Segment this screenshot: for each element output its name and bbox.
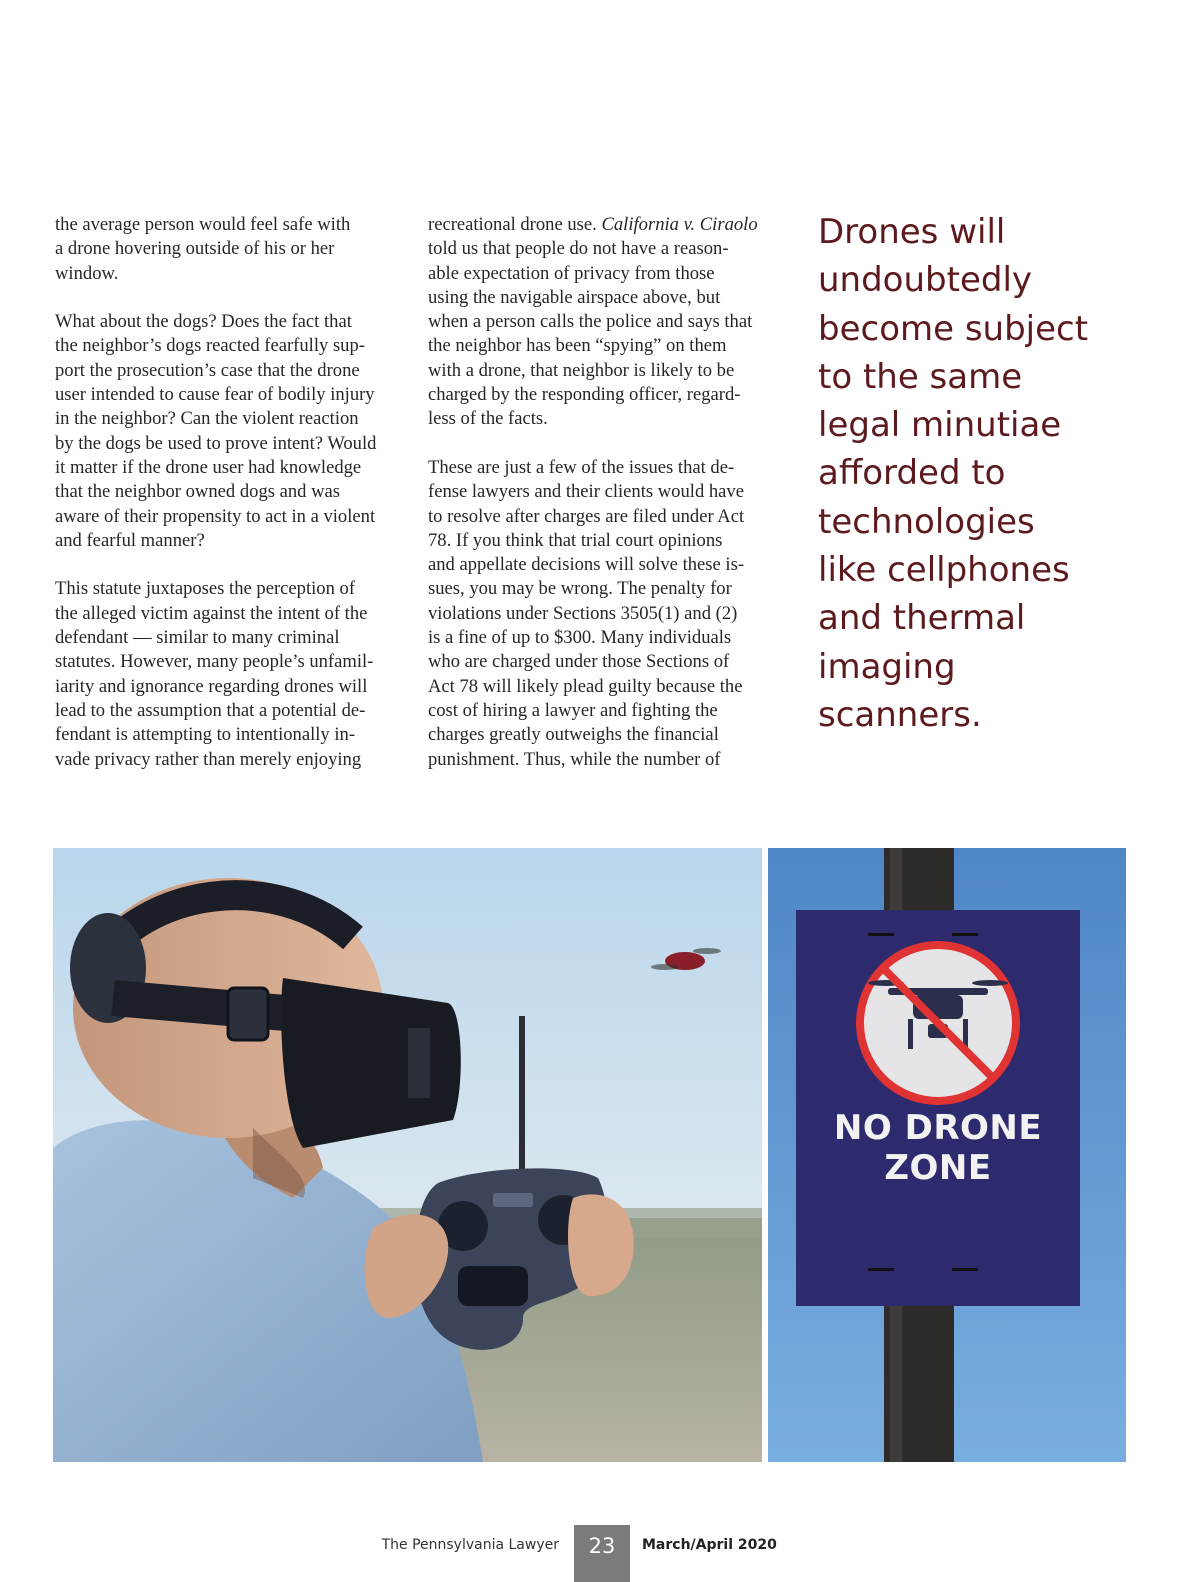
text-line: 78. If you think that trial court opinions bbox=[428, 529, 723, 551]
article-column-2 bbox=[428, 213, 768, 772]
text-line: aware of their propensity to act in a violent bbox=[55, 505, 376, 527]
text-line: and fearful manner? bbox=[55, 529, 205, 551]
text-line: cost of hiring a lawyer and fighting the bbox=[428, 699, 718, 721]
col1-paragraph-1 bbox=[55, 213, 395, 286]
pull-quote-line: imaging bbox=[818, 646, 956, 687]
text-line: the average person would feel safe with bbox=[55, 214, 351, 235]
text-fragment: recreational drone use. bbox=[428, 214, 602, 235]
text-line: able expectation of privacy from those bbox=[428, 262, 715, 284]
text-line: told us that people do not have a reason- bbox=[428, 238, 729, 260]
sign-text-line-1: NO DRONE bbox=[833, 1108, 1043, 1148]
text-line: in the neighbor? Can the violent reaction bbox=[55, 408, 359, 430]
text-line: charged by the responding officer, regard- bbox=[428, 384, 741, 406]
pull-quote-line: and thermal bbox=[818, 598, 1026, 639]
pull-quote-line: Drones will bbox=[818, 212, 1006, 252]
text-line: that the neighbor owned dogs and was bbox=[55, 481, 341, 503]
text-line: user intended to cause fear of bodily injury bbox=[55, 384, 375, 406]
text-line bbox=[428, 213, 768, 237]
drone-pilot-illustration bbox=[53, 848, 762, 1462]
sign-text-line-2: ZONE bbox=[884, 1148, 992, 1188]
pull-quote-line: legal minutiae bbox=[818, 405, 1062, 446]
case-citation: California v. Ciraolo bbox=[601, 214, 758, 235]
text-line: fendant is attempting to intentionally in- bbox=[55, 724, 356, 746]
text-line: statutes. However, many people’s unfamil- bbox=[55, 651, 374, 673]
text-line: Act 78 will likely plead guilty because the bbox=[428, 675, 743, 697]
text-line: iarity and ignorance regarding drones will bbox=[55, 675, 368, 697]
text-line: by the dogs be used to prove intent? Would bbox=[55, 432, 377, 454]
text-line: What about the dogs? Does the fact that bbox=[55, 311, 352, 333]
col1-paragraph-3 bbox=[55, 577, 395, 771]
vr-goggles bbox=[281, 978, 461, 1148]
text-line: is a fine of up to $300. Many individuals bbox=[428, 627, 732, 649]
antenna bbox=[519, 1016, 525, 1186]
pull-quote-line: afforded to bbox=[818, 453, 1006, 494]
text-line: it matter if the drone user had knowledge bbox=[55, 456, 362, 478]
text-line: the alleged victim against the intent of the bbox=[55, 602, 368, 624]
pull-quote-line: undoubtedly bbox=[818, 260, 1033, 301]
text-line: vade privacy rather than merely enjoying bbox=[55, 748, 362, 770]
issue-date: March/April 2020 bbox=[642, 1537, 777, 1553]
text-line: punishment. Thus, while the number of bbox=[428, 748, 721, 770]
text-line: using the navigable airspace above, but bbox=[428, 286, 721, 308]
text-line: to resolve after charges are filed under Act bbox=[428, 505, 745, 527]
text-line: violations under Sections 3505(1) and (2) bbox=[428, 602, 738, 624]
col1-paragraph-2 bbox=[55, 310, 395, 553]
text-line: fense lawyers and their clients would have bbox=[428, 481, 744, 503]
page-footer bbox=[0, 1525, 1200, 1582]
pull-quote bbox=[818, 208, 1158, 739]
text-line: with a drone, that neighbor is likely to be bbox=[428, 359, 735, 381]
text-line: defendant — similar to many criminal bbox=[55, 627, 340, 649]
text-line: charges greatly outweighs the financial bbox=[428, 724, 719, 746]
text-line: less of the facts. bbox=[428, 408, 548, 430]
text-line: lead to the assumption that a potential de- bbox=[55, 699, 366, 721]
text-line: the neighbor’s dogs reacted fearfully sup- bbox=[55, 335, 365, 357]
pull-quote-line: to the same bbox=[818, 356, 1023, 397]
text-line: port the prosecution’s case that the drone bbox=[55, 359, 360, 381]
article-column-1 bbox=[55, 213, 395, 772]
text-line: who are charged under those Sections of bbox=[428, 651, 730, 673]
text-line: These are just a few of the issues that de- bbox=[428, 456, 735, 478]
text-line: This statute juxtaposes the perception of bbox=[55, 578, 356, 600]
col2-paragraph-2 bbox=[428, 456, 768, 772]
text-line: window. bbox=[55, 262, 119, 284]
pull-quote-line: technologies bbox=[818, 501, 1035, 542]
col2-paragraph-1 bbox=[428, 213, 768, 432]
pull-quote-line: like cellphones bbox=[818, 550, 1070, 591]
text-line: a drone hovering outside of his or her bbox=[55, 238, 335, 260]
text-line: sues, you may be wrong. The penalty for bbox=[428, 578, 732, 600]
page-number: 23 bbox=[574, 1525, 630, 1582]
no-drone-zone-photo bbox=[768, 848, 1126, 1462]
drone-pilot-photo bbox=[53, 848, 762, 1462]
text-line: and appellate decisions will solve these is- bbox=[428, 554, 745, 576]
text-line: when a person calls the police and says that bbox=[428, 311, 753, 333]
publication-name: The Pennsylvania Lawyer bbox=[381, 1537, 559, 1553]
pull-quote-line: scanners. bbox=[818, 694, 982, 735]
text-line: the neighbor has been “spying” on them bbox=[428, 335, 727, 357]
pull-quote-line: become subject bbox=[818, 308, 1089, 349]
